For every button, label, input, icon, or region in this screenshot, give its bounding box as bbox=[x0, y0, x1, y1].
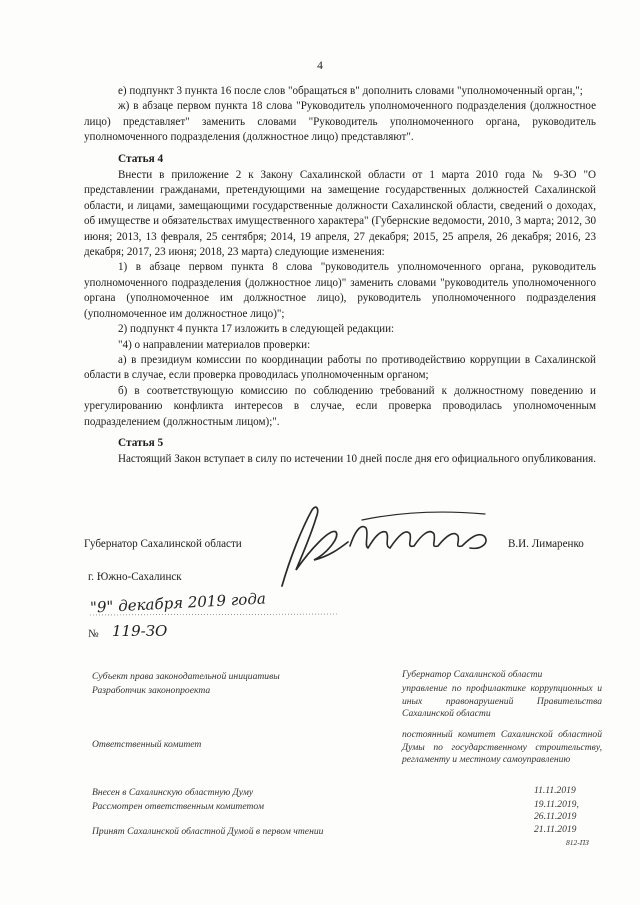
footer-committee-value: постоянный комитет Сахалинской областной Думы по государственному строительству, регламенту и местному самоуправлению bbox=[402, 729, 602, 766]
city-line: г. Южно-Сахалинск bbox=[88, 571, 182, 583]
footer-label-reviewed: Рассмотрен ответственным комитетом bbox=[92, 801, 264, 812]
article-title: Статья 4 bbox=[118, 152, 164, 165]
body-paragraph: е) подпункт 3 пункта 16 после слов "обращаться в" дополнить словами "уполномоченный орган,"; bbox=[118, 85, 583, 97]
footer-doc-code: 812-ПЗ bbox=[566, 838, 589, 847]
body-paragraph: а) в президиум комиссии по координации работы по противодействию коррупции в Сахалинской области в случае, если проверка проводилась уполномоченным органом; bbox=[84, 353, 596, 382]
footer-label-adopted: Принят Сахалинской областной Думой в первом чтении bbox=[92, 826, 324, 837]
body-paragraph: Настоящий Закон вступает в силу по истечении 10 дней после дня его официального опубликования. bbox=[118, 453, 597, 466]
footer-label-submitted: Внесен в Сахалинскую областную Думу bbox=[92, 787, 254, 798]
body-paragraph: 1) в абзаце первом пункта 8 слова "руководитель уполномоченного органа, руководитель уполномоченного подразделения (должностное лицо)" заменить словами "руководитель уполномоченного органа (уполномоченное им должностное лицо), руководитель уполномоченного подразделения (уполномоченное им должностное лицо)"; bbox=[84, 261, 596, 320]
handwritten-date: "9" декабря 2019 года bbox=[89, 589, 267, 617]
handwritten-law-number: 119-ЗО bbox=[112, 622, 168, 640]
body-paragraph: "4) о направлении материалов проверки: bbox=[118, 338, 311, 351]
date-underline bbox=[90, 612, 340, 618]
body-paragraph: 2) подпункт 4 пункта 17 изложить в следующей редакции: bbox=[118, 323, 395, 336]
footer-label-developer: Разработчик законопроекта bbox=[92, 685, 211, 696]
governor-name: В.И. Лимаренко bbox=[508, 538, 584, 550]
footer-developer-value: управление по профилактике коррупционных и иных правонарушений Правительства Сахалинской области bbox=[402, 683, 602, 720]
footer-date-reviewed: 19.11.2019, bbox=[534, 799, 579, 810]
article-title: Статья 5 bbox=[118, 436, 164, 449]
footer-initiative-value: Губернатор Сахалинской области bbox=[402, 669, 543, 680]
footer-date-adopted: 21.11.2019 bbox=[534, 824, 577, 835]
footer-label-initiative: Субъект права законодательной инициативы bbox=[92, 671, 280, 682]
body-paragraph: б) в соответствующую комиссию по соблюдению требований к должностному поведению и урегулированию конфликта интересов в случае, если проверка проводилась уполномоченным подразделением (должностным лицом);". bbox=[84, 384, 596, 428]
body-paragraph: Внести в приложение 2 к Закону Сахалинской области от 1 марта 2010 года № 9-ЗО "О представлении гражданами, претендующими на замещение государственных должностей Сахалинской области, и лицами, замещающими государственные должности Сахалинской области, сведений о доходах, об имуществе и обязательствах имущественного характера" (Губернские ведомости, 2010, 3 марта; 2012, 30 июня; 2013, 13 февраля, 25 сентября; 2014, 19 апреля, 27 декабря; 2015, 25 апреля, 26 декабря; 2016, 23 декабря; 2017, 23 июня; 2018, 23 марта) следующие изменения: bbox=[84, 169, 596, 259]
footer-date-submitted: 11.11.2019 bbox=[534, 785, 576, 796]
page-number: 4 bbox=[317, 60, 323, 72]
footer-label-committee: Ответственный комитет bbox=[92, 739, 202, 750]
handwritten-signature bbox=[270, 498, 515, 593]
body-paragraph: ж) в абзаце первом пункта 18 слова "Руководитель уполномоченного подразделения (должностное лицо) представляет" заменить словами "Руководитель уполномоченного органа, руководитель уполномоченного подразделения (должностное лицо) представляют". bbox=[84, 100, 596, 144]
footer-date-reviewed-2: 26.11.2019 bbox=[534, 811, 577, 822]
law-number-prefix: № bbox=[88, 628, 99, 640]
governor-title: Губернатор Сахалинской области bbox=[84, 538, 242, 550]
law-body-text bbox=[84, 84, 596, 468]
